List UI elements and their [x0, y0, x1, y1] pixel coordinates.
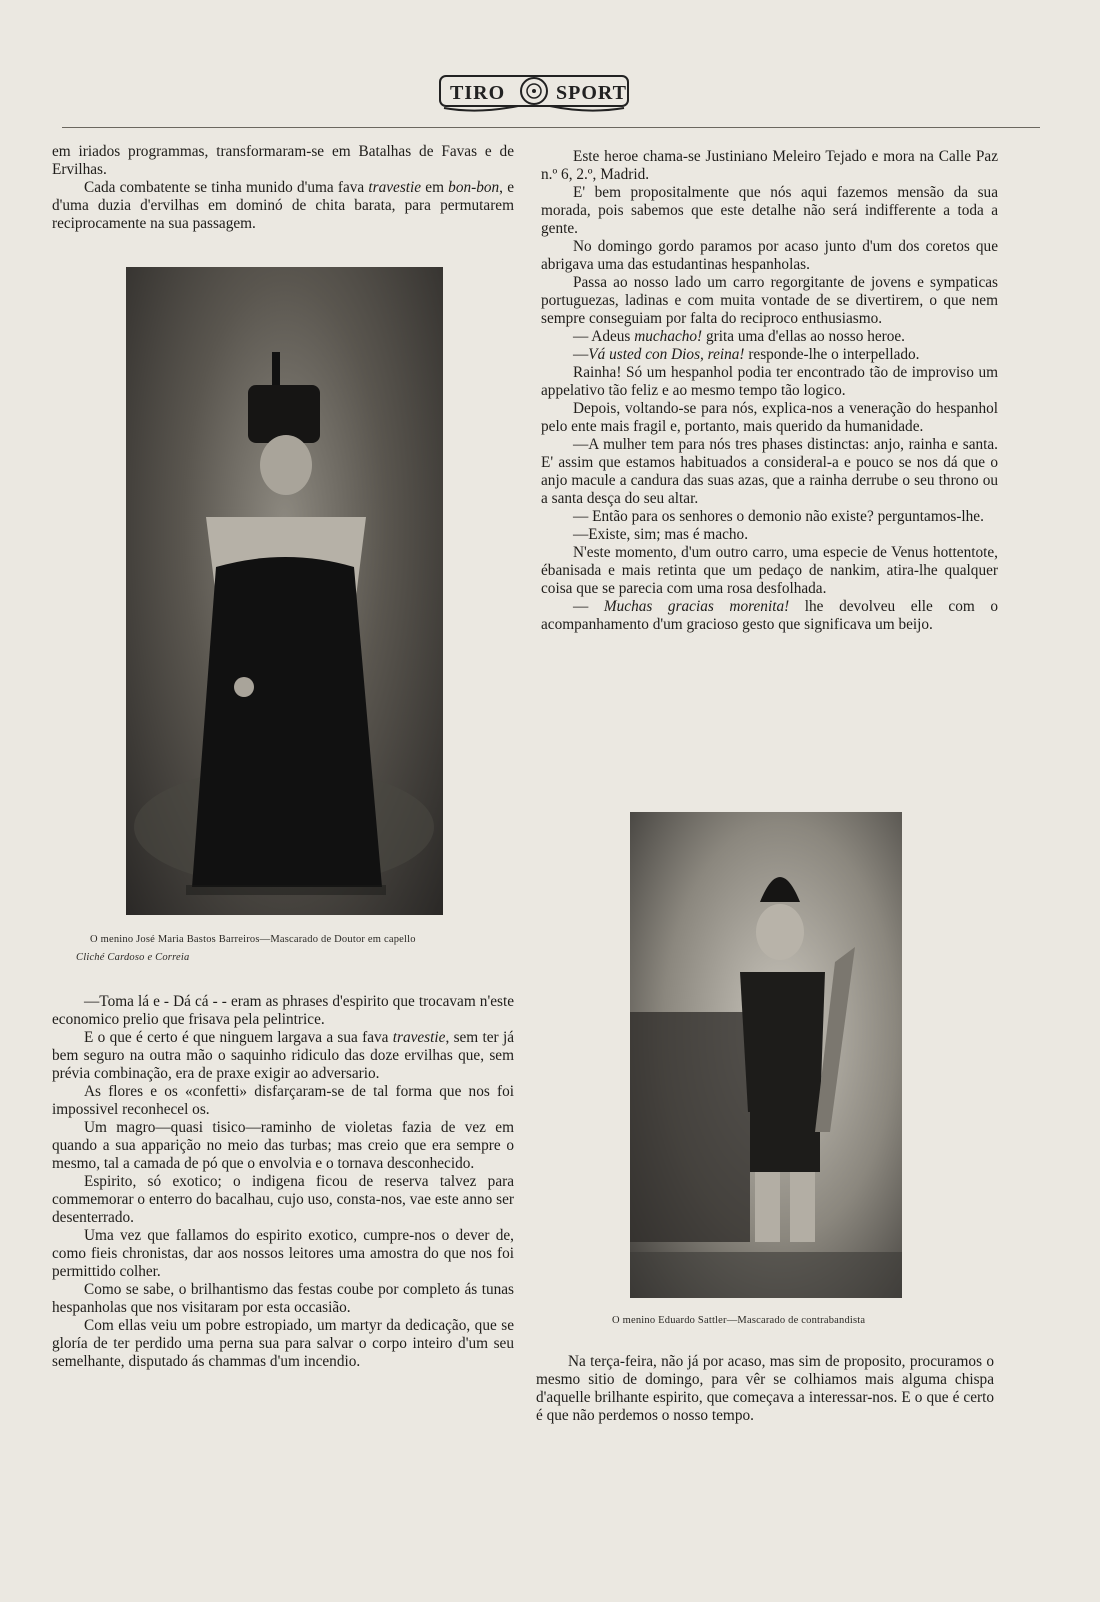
paragraph: N'este momento, d'um outro carro, uma especie de Venus hottentote, ébanisada e mais retinta que um pedaço de nankim, atira-lhe qualquer coisa que se parecia com uma rosa desfolhada.	[541, 544, 998, 597]
column-left-top	[52, 143, 514, 233]
paragraph: No domingo gordo paramos por acaso junto d'um dos coretos que abrigava uma das estudantinas hespanholas.	[541, 238, 998, 273]
paragraph: Com ellas veiu um pobre estropiado, um martyr da dedicação, que se gloría de ter perdido uma perna sua para salvar o corpo inteiro d'um seu semelhante, disputado ás chammas d'um incendio.	[52, 1317, 514, 1370]
masthead-logo	[438, 70, 630, 114]
paragraph: — Muchas gracias morenita! lhe devolveu elle com o acompanhamento d'um gracioso gesto que significava um beijo.	[541, 598, 998, 633]
svg-text:SPORT: SPORT	[556, 82, 627, 104]
paragraph: Depois, voltando-se para nós, explica-nos a veneração do hespanhol pelo ente mais fragil e, portanto, mais querido da humanidade.	[541, 400, 998, 435]
photo-caption: O menino José Maria Bastos Barreiros—Mascarado de Doutor em capello	[90, 934, 416, 945]
paragraph: Rainha! Só um hespanhol podia ter encontrado tão de improviso um appelativo tão feliz e ao mesmo tempo tão logico.	[541, 364, 998, 399]
paragraph: Um magro—quasi tisico—raminho de violetas fazia de vez em quando a sua apparição no meio das turbas; mas creio que era sempre o mesmo, tal a camada de pó que o envolvia e o tornava desconhecido.	[52, 1119, 514, 1172]
photo-boy-doctor-costume	[126, 267, 443, 915]
paragraph: E o que é certo é que ninguem largava a sua fava travestie, sem ter já bem seguro na outra mão o saquinho ridiculo das doze ervilhas que, sem prévia combinação, era de praxe exigir ao adversario.	[52, 1029, 514, 1082]
column-left-bottom	[52, 993, 514, 1371]
column-right-top	[541, 148, 998, 634]
paragraph: —Vá usted con Dios, reina! responde-lhe o interpellado.	[573, 346, 920, 363]
paragraph: — Adeus muchacho! grita uma d'ellas ao nosso heroe.	[573, 328, 905, 345]
photo-credit: Cliché Cardoso e Correia	[76, 952, 190, 963]
paragraph: —Toma lá e - Dá cá - - eram as phrases d'espirito que trocavam n'este economico prelio que frisava pela pelintrice.	[52, 993, 514, 1028]
paragraph: Este heroe chama-se Justiniano Meleiro Tejado e mora na Calle Paz n.º 6, 2.º, Madrid.	[541, 148, 998, 183]
paragraph: Espirito, só exotico; o indigena ficou de reserva talvez para commemorar o enterro do bacalhau, cujo uso, consta-nos, vae este anno ser desenterrado.	[52, 1173, 514, 1226]
masthead-logo-graphic	[438, 70, 630, 114]
paragraph: em iriados programmas, transformaram-se em Batalhas de Favas e de Ervilhas.	[52, 143, 514, 178]
paragraph: E' bem propositalmente que nós aqui fazemos mensão da sua morada, pois sabemos que este detalhe não será indifferente a toda a gente.	[541, 184, 998, 237]
paragraph: As flores e os «confetti» disfarçaram-se de tal forma que nos foi impossivel reconhecel os.	[52, 1083, 514, 1118]
paragraph: — Então para os senhores o demonio não existe? perguntamos-lhe.	[573, 508, 984, 525]
photo-boy-smuggler-costume	[630, 812, 902, 1298]
paragraph: Na terça-feira, não já por acaso, mas sim de proposito, procuramos o mesmo sitio de domingo, para vêr se colhiamos mais alguma chispa d'aquelle brilhante espirito, que começava a interessar-nos. E o que é certo é que não perdemos o nosso tempo.	[536, 1353, 994, 1424]
photo-caption: O menino Eduardo Sattler—Mascarado de contrabandista	[612, 1315, 866, 1326]
paragraph: Cada combatente se tinha munido d'uma fava travestie em bon-bon, e d'uma duzia d'ervilhas em dominó de chita barata, para permutarem reciprocamente na sua passagem.	[52, 179, 514, 232]
paragraph: Uma vez que fallamos do espirito exotico, cumpre-nos o dever de, como fieis chronistas, dar aos nossos leitores uma amostra do que nos foi permittido colher.	[52, 1227, 514, 1280]
paragraph: Como se sabe, o brilhantismo das festas coube por completo ás tunas hespanholas que nos visitaram por esta occasião.	[52, 1281, 514, 1316]
header-rule	[62, 127, 1040, 128]
paragraph: —Existe, sim; mas é macho.	[573, 526, 749, 543]
svg-text:TIRO: TIRO	[450, 82, 506, 104]
paragraph: Passa ao nosso lado um carro regorgitante de jovens e sympaticas portuguezas, ladinas e com muita vontade de se divertirem, o que nem sempre conseguiam por falta do reciproco enthusiasmo.	[541, 274, 998, 327]
paragraph: —A mulher tem para nós tres phases distinctas: anjo, rainha e santa. E' assim que estamos habituados a consideral-a e pouco se nos dá que o anjo macule a candura das suas azas, que a rainha derrube o seu throno ou a santa desça do seu altar.	[541, 436, 998, 507]
column-right-bottom	[536, 1353, 994, 1425]
